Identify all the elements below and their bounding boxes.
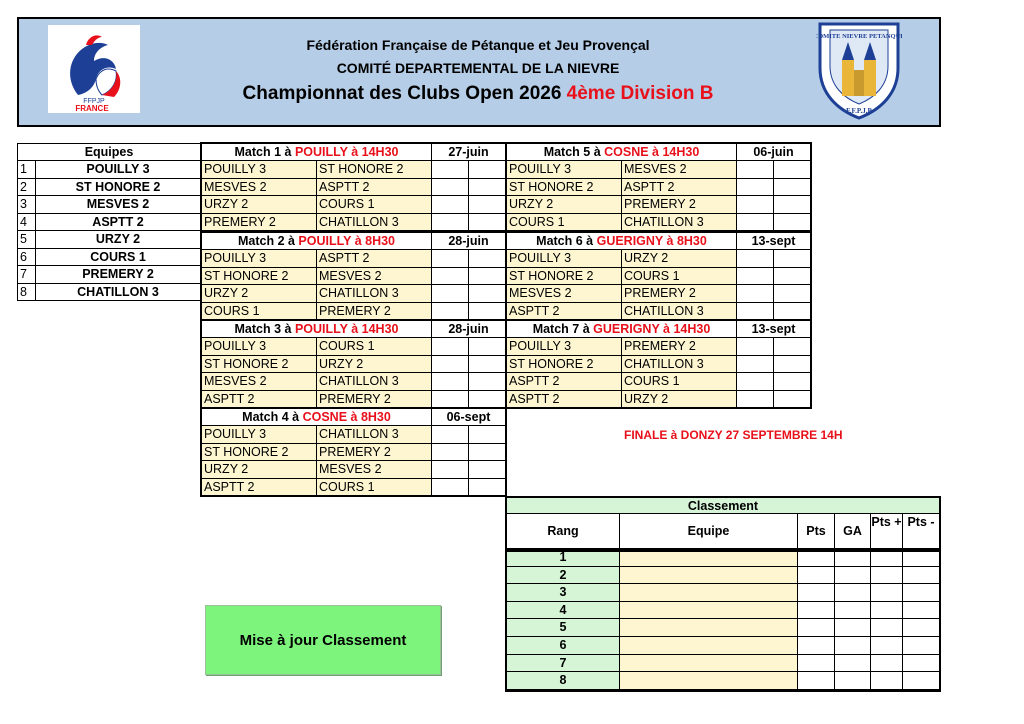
classement-rank: 4 xyxy=(506,602,620,620)
team-name: URZY 2 xyxy=(36,231,201,249)
division-label: 4ème Division B xyxy=(566,83,714,104)
classement-cell xyxy=(903,602,940,620)
away-team: CHATILLON 3 xyxy=(317,285,432,303)
home-team: POUILLY 3 xyxy=(201,250,317,268)
home-score[interactable] xyxy=(737,196,774,214)
match-place: POUILLY à 14H30 xyxy=(294,145,399,159)
home-team: MESVES 2 xyxy=(201,179,317,197)
away-score[interactable] xyxy=(469,426,506,444)
match-label: Match 5 à xyxy=(543,145,605,159)
classement-cell xyxy=(835,637,871,655)
home-team: ASPTT 2 xyxy=(201,391,317,409)
home-score[interactable] xyxy=(432,161,469,179)
home-team: COURS 1 xyxy=(201,303,317,321)
classement-cell xyxy=(798,619,835,637)
home-score[interactable] xyxy=(432,303,469,321)
away-score[interactable] xyxy=(469,303,506,321)
classement-cell xyxy=(620,567,798,585)
classement-column-header: Rang xyxy=(506,514,620,549)
away-score[interactable] xyxy=(469,391,506,409)
away-team: PREMERY 2 xyxy=(317,444,432,462)
home-team: URZY 2 xyxy=(506,196,622,214)
match-place: POUILLY à 14H30 xyxy=(294,322,399,336)
logo-left-sub: FRANCE xyxy=(75,104,109,113)
home-team: ASPTT 2 xyxy=(506,303,622,321)
home-score[interactable] xyxy=(737,338,774,356)
classement-cell xyxy=(620,549,798,567)
classement-cell xyxy=(903,549,940,567)
classement-cell xyxy=(835,602,871,620)
classement-cell xyxy=(835,619,871,637)
away-score[interactable] xyxy=(469,444,506,462)
away-score[interactable] xyxy=(774,214,811,232)
comite-title: COMITÉ DEPARTEMENTAL DE LA NIEVRE xyxy=(336,60,620,76)
classement-rank: 2 xyxy=(506,567,620,585)
classement-column-header: Pts - xyxy=(903,514,940,549)
classement-cell xyxy=(798,672,835,690)
away-team: MESVES 2 xyxy=(317,461,432,479)
classement-column-header: Pts + xyxy=(871,514,903,549)
home-team: POUILLY 3 xyxy=(506,338,622,356)
away-score[interactable] xyxy=(469,479,506,497)
away-team: URZY 2 xyxy=(622,250,737,268)
match-date: 27-juin xyxy=(432,143,506,161)
away-score[interactable] xyxy=(469,214,506,232)
away-team: URZY 2 xyxy=(317,356,432,374)
away-team: CHATILLON 3 xyxy=(317,373,432,391)
away-score[interactable] xyxy=(774,285,811,303)
classement-rank: 7 xyxy=(506,655,620,673)
away-team: PREMERY 2 xyxy=(622,285,737,303)
classement-title: Classement xyxy=(506,497,940,514)
away-team: URZY 2 xyxy=(622,391,737,409)
match-place: COSNE à 14H30 xyxy=(604,145,700,159)
away-score[interactable] xyxy=(469,161,506,179)
away-score[interactable] xyxy=(774,161,811,179)
classement-cell xyxy=(835,655,871,673)
team-name: CHATILLON 3 xyxy=(36,284,201,302)
home-team: PREMERY 2 xyxy=(201,214,317,232)
away-team: CHATILLON 3 xyxy=(622,303,737,321)
match-label: Match 7 à xyxy=(532,322,594,336)
classement-cell xyxy=(835,567,871,585)
match-header xyxy=(201,232,432,250)
away-score[interactable] xyxy=(469,338,506,356)
home-team: POUILLY 3 xyxy=(506,250,622,268)
team-name: PREMERY 2 xyxy=(36,266,201,284)
away-score[interactable] xyxy=(774,373,811,391)
away-team: ASPTT 2 xyxy=(317,179,432,197)
home-score[interactable] xyxy=(737,179,774,197)
home-score[interactable] xyxy=(432,461,469,479)
home-team: ST HONORE 2 xyxy=(201,268,317,286)
home-score[interactable] xyxy=(737,250,774,268)
match-date: 06-juin xyxy=(737,143,811,161)
logo-right-sub: F.F.P.J.P xyxy=(846,107,872,115)
match-place: POUILLY à 8H30 xyxy=(298,234,395,248)
home-team: ASPTT 2 xyxy=(506,373,622,391)
classement-cell xyxy=(871,567,903,585)
away-team: PREMERY 2 xyxy=(622,338,737,356)
home-score[interactable] xyxy=(432,479,469,497)
logo-left-text: FFPJP xyxy=(83,98,105,105)
classement-cell xyxy=(798,567,835,585)
away-team: CHATILLON 3 xyxy=(622,214,737,232)
home-score[interactable] xyxy=(737,161,774,179)
home-score[interactable] xyxy=(432,391,469,409)
away-team: COURS 1 xyxy=(317,479,432,497)
away-score[interactable] xyxy=(469,373,506,391)
match-date: 28-juin xyxy=(432,232,506,250)
away-team: COURS 1 xyxy=(317,338,432,356)
away-team: PREMERY 2 xyxy=(622,196,737,214)
away-team: ST HONORE 2 xyxy=(317,161,432,179)
home-score[interactable] xyxy=(432,426,469,444)
classement-cell xyxy=(871,637,903,655)
classement-rank: 5 xyxy=(506,619,620,637)
match-header xyxy=(506,232,737,250)
classement-cell xyxy=(871,655,903,673)
logo-right-text: COMITE NIEVRE PETANQUE xyxy=(816,33,902,40)
away-score[interactable] xyxy=(469,285,506,303)
match-date: 13-sept xyxy=(737,232,811,250)
classement-rank: 8 xyxy=(506,672,620,690)
home-team: ST HONORE 2 xyxy=(506,356,622,374)
classement-cell xyxy=(798,549,835,567)
classement-rank: 3 xyxy=(506,584,620,602)
classement-cell xyxy=(620,637,798,655)
team-name: MESVES 2 xyxy=(36,196,201,214)
championship-name: Championnat des Clubs Open 2026 xyxy=(242,83,562,104)
away-team: COURS 1 xyxy=(622,373,737,391)
classement-cell xyxy=(835,584,871,602)
away-score[interactable] xyxy=(774,196,811,214)
home-team: ASPTT 2 xyxy=(506,391,622,409)
away-score[interactable] xyxy=(774,250,811,268)
home-team: ASPTT 2 xyxy=(201,479,317,497)
classement-rank: 6 xyxy=(506,637,620,655)
classement-cell xyxy=(903,655,940,673)
team-number: 6 xyxy=(17,249,36,267)
home-score[interactable] xyxy=(432,179,469,197)
home-team: ST HONORE 2 xyxy=(201,444,317,462)
home-score[interactable] xyxy=(432,285,469,303)
finale-note: FINALE à DONZY 27 SEPTEMBRE 14H xyxy=(624,428,843,442)
match-header xyxy=(201,143,432,161)
home-team: POUILLY 3 xyxy=(201,338,317,356)
classement-cell xyxy=(903,567,940,585)
classement-cell xyxy=(871,549,903,567)
classement-cell xyxy=(903,672,940,690)
away-score[interactable] xyxy=(774,179,811,197)
home-score[interactable] xyxy=(432,196,469,214)
team-number: 5 xyxy=(17,231,36,249)
home-team: ST HONORE 2 xyxy=(201,356,317,374)
away-team: CHATILLON 3 xyxy=(622,356,737,374)
classement-cell xyxy=(903,584,940,602)
away-score[interactable] xyxy=(469,196,506,214)
home-score[interactable] xyxy=(432,373,469,391)
away-score[interactable] xyxy=(774,338,811,356)
classement-column-header: Equipe xyxy=(620,514,798,549)
away-score[interactable] xyxy=(774,356,811,374)
away-team: PREMERY 2 xyxy=(317,391,432,409)
home-team: URZY 2 xyxy=(201,285,317,303)
team-name: ST HONORE 2 xyxy=(36,179,201,197)
teams-header: Equipes xyxy=(17,143,201,161)
match-place: GUERIGNY à 14H30 xyxy=(593,322,711,336)
home-score[interactable] xyxy=(737,303,774,321)
classement-cell xyxy=(620,619,798,637)
away-team: ASPTT 2 xyxy=(317,250,432,268)
away-team: PREMERY 2 xyxy=(317,303,432,321)
home-team: URZY 2 xyxy=(201,196,317,214)
home-team: URZY 2 xyxy=(201,461,317,479)
away-team: MESVES 2 xyxy=(317,268,432,286)
match-header xyxy=(506,143,737,161)
classement-cell xyxy=(871,584,903,602)
classement-cell xyxy=(798,602,835,620)
classement-cell xyxy=(903,619,940,637)
home-team: ST HONORE 2 xyxy=(506,268,622,286)
home-team: MESVES 2 xyxy=(506,285,622,303)
home-score[interactable] xyxy=(432,268,469,286)
team-number: 3 xyxy=(17,196,36,214)
match-header xyxy=(201,408,432,426)
match-header xyxy=(201,320,432,338)
home-score[interactable] xyxy=(737,356,774,374)
away-team: COURS 1 xyxy=(622,268,737,286)
match-label: Match 4 à xyxy=(242,410,303,424)
championship-title xyxy=(0,83,956,105)
match-label: Match 1 à xyxy=(234,145,295,159)
classement-cell xyxy=(871,672,903,690)
classement-cell xyxy=(903,637,940,655)
update-classement-button[interactable]: Mise à jour Classement xyxy=(205,605,441,675)
classement-column-header: Pts xyxy=(798,514,835,549)
away-team: COURS 1 xyxy=(317,196,432,214)
match-date: 28-juin xyxy=(432,320,506,338)
home-team: MESVES 2 xyxy=(201,373,317,391)
classement-cell xyxy=(835,672,871,690)
home-score[interactable] xyxy=(432,444,469,462)
away-score[interactable] xyxy=(469,250,506,268)
away-score[interactable] xyxy=(469,268,506,286)
away-score[interactable] xyxy=(469,179,506,197)
home-team: POUILLY 3 xyxy=(506,161,622,179)
match-label: Match 3 à xyxy=(234,322,295,336)
home-team: POUILLY 3 xyxy=(201,426,317,444)
classement-cell xyxy=(871,619,903,637)
classement-cell xyxy=(835,549,871,567)
match-date: 06-sept xyxy=(432,408,506,426)
team-number: 7 xyxy=(17,266,36,284)
match-date: 13-sept xyxy=(737,320,811,338)
home-score[interactable] xyxy=(737,214,774,232)
home-score[interactable] xyxy=(737,268,774,286)
classement-cell xyxy=(798,655,835,673)
match-place: COSNE à 8H30 xyxy=(302,410,391,424)
away-team: MESVES 2 xyxy=(622,161,737,179)
away-score[interactable] xyxy=(774,391,811,409)
home-team: COURS 1 xyxy=(506,214,622,232)
team-number: 1 xyxy=(17,161,36,179)
home-score[interactable] xyxy=(432,214,469,232)
home-team: ST HONORE 2 xyxy=(506,179,622,197)
match-place: GUERIGNY à 8H30 xyxy=(596,234,707,248)
team-number: 4 xyxy=(17,214,36,232)
away-team: CHATILLON 3 xyxy=(317,426,432,444)
classement-cell xyxy=(620,655,798,673)
classement-cell xyxy=(620,672,798,690)
away-score[interactable] xyxy=(774,303,811,321)
match-header xyxy=(506,320,737,338)
home-team: POUILLY 3 xyxy=(201,161,317,179)
federation-title: Fédération Française de Pétanque et Jeu Provençal xyxy=(306,37,650,53)
team-name: ASPTT 2 xyxy=(36,214,201,232)
home-score[interactable] xyxy=(737,373,774,391)
team-name: POUILLY 3 xyxy=(36,161,201,179)
classement-cell xyxy=(871,602,903,620)
away-score[interactable] xyxy=(774,268,811,286)
match-label: Match 2 à xyxy=(237,234,299,248)
away-score[interactable] xyxy=(469,356,506,374)
away-team: ASPTT 2 xyxy=(622,179,737,197)
classement-rank: 1 xyxy=(506,549,620,567)
home-score[interactable] xyxy=(432,250,469,268)
classement-cell xyxy=(620,602,798,620)
team-number: 8 xyxy=(17,284,36,302)
classement-column-header: GA xyxy=(835,514,871,549)
match-label: Match 6 à xyxy=(536,234,597,248)
home-score[interactable] xyxy=(432,356,469,374)
team-number: 2 xyxy=(17,179,36,197)
home-score[interactable] xyxy=(737,391,774,409)
home-score[interactable] xyxy=(432,338,469,356)
away-team: CHATILLON 3 xyxy=(317,214,432,232)
classement-cell xyxy=(620,584,798,602)
away-score[interactable] xyxy=(469,461,506,479)
classement-cell xyxy=(798,637,835,655)
classement-cell xyxy=(798,584,835,602)
team-name: COURS 1 xyxy=(36,249,201,267)
home-score[interactable] xyxy=(737,285,774,303)
